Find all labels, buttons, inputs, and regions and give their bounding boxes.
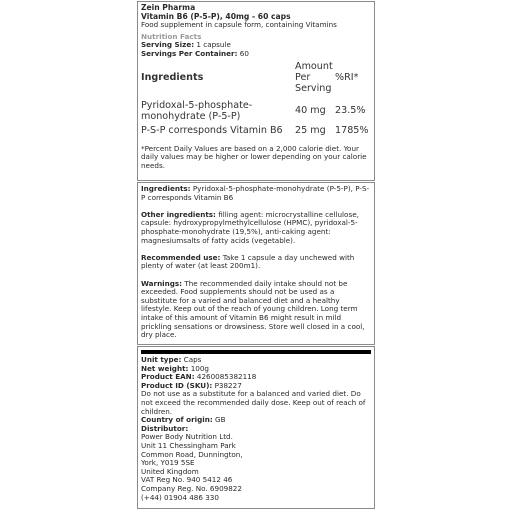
warnings-label: Warnings: xyxy=(141,278,183,288)
row-ri: 1785% xyxy=(335,124,369,136)
daily-value-footnote: *Percent Daily Values are based on a 2,000 calorie diet. Your daily values may be higher or lower depending on your calorie needs. xyxy=(141,143,367,170)
divider-bar xyxy=(141,350,371,354)
other-ingredients-text: filling agent: microcrystalline cellulose, capsule: hydroxypropylmethylcellulose (HPMC), pyridoxal-5-phosphate-monohydrate (19,5%), anti-caking agent: magnesiumsalts of fatty acids (vegetable). xyxy=(141,209,359,245)
ingredients-text: Pyridoxal-5-phosphate-monohydrate (P-5-P), P-S-P corresponds Vitamin B6 xyxy=(141,184,370,202)
nutrition-facts-title: Nutrition Facts xyxy=(141,31,202,41)
servings-per-container xyxy=(141,50,371,59)
origin-value: GB xyxy=(215,415,226,425)
row-name: Pyridoxal-5-phosphate-monohydrate (P-5-P) xyxy=(141,99,253,122)
product-description: Food supplement in capsule form, containing Vitamins xyxy=(141,20,337,30)
nutrition-facts-panel xyxy=(137,1,375,181)
row-name: P-S-P corresponds Vitamin B6 xyxy=(141,124,283,136)
address-line: Unit 11 Chessingham Park xyxy=(141,440,236,450)
ingredients-paragraph xyxy=(141,185,371,202)
row-amount: 40 mg xyxy=(295,105,326,117)
address-line: VAT Reg No. 940 5412 46 xyxy=(141,475,233,485)
warnings-paragraph xyxy=(141,280,371,340)
other-ingredients-paragraph xyxy=(141,211,371,245)
serving-size-label: Serving Size: xyxy=(141,40,195,50)
address-line: Power Body Nutrition Ltd. xyxy=(141,432,233,442)
product-info-panel xyxy=(137,346,375,509)
address-line: (+44) 01904 486 330 xyxy=(141,492,219,502)
servings-label: Servings Per Container: xyxy=(141,48,238,58)
table-header xyxy=(141,61,371,94)
row-ri: 23.5% xyxy=(335,105,366,117)
product-ean-label: Product EAN: xyxy=(141,372,195,382)
origin-label: Country of origin: xyxy=(141,415,213,425)
recommended-use-text: Take 1 capsule a day unchewed with plenty of water (at least 200m1). xyxy=(141,252,355,271)
brand-name: Zein Pharma xyxy=(141,3,196,12)
warnings-text: The recommended daily intake should not be exceeded. Food supplements should not be used as a substitute for a varied and balanced diet and a healthy lifestyle. Keep out of the reach of young children. Long term intake of this amount of Vitamin B6 might result in mild prickling sensations or drowsiness. Store well closed in a cool, dry place. xyxy=(141,278,365,340)
col-ri-header: %RI* xyxy=(335,71,359,83)
product-ean-value: 4260085382118 xyxy=(196,372,257,382)
table-title: Ingredients xyxy=(141,71,204,83)
product-sku-value: P38227 xyxy=(214,380,242,390)
unit-type-label: Unit type: xyxy=(141,355,182,364)
unit-type-value: Caps xyxy=(183,355,202,364)
address-line: Common Road, Dunnington, xyxy=(141,449,243,459)
product-sku-label: Product ID (SKU): xyxy=(141,380,213,390)
usage-advice: Do not use as a substitute for a balanced and varied diet. Do not exceed the recommended daily dose. Keep out of reach of children. xyxy=(141,389,366,416)
col-amount-header: Amount Per Serving xyxy=(295,60,333,94)
table-row xyxy=(141,100,371,122)
distributor-address xyxy=(141,433,371,502)
address-line: York, Y019 5SE xyxy=(141,458,195,468)
recommended-use-label: Recommended use: xyxy=(141,252,221,262)
net-weight-value: 100g xyxy=(190,363,209,373)
row-amount: 25 mg xyxy=(295,124,326,136)
ingredients-table xyxy=(141,61,371,136)
ingredients-label: Ingredients: xyxy=(141,184,191,193)
product-name: Vitamin B6 (P-5-P), 40mg - 60 caps xyxy=(141,11,291,21)
servings-value: 60 xyxy=(239,48,249,58)
other-ingredients-label: Other ingredients: xyxy=(141,209,216,219)
recommended-use-paragraph xyxy=(141,254,371,271)
distributor-label: Distributor: xyxy=(141,423,189,433)
serving-size-value: 1 capsule xyxy=(196,40,231,50)
net-weight-label: Net weight: xyxy=(141,363,189,373)
table-row xyxy=(141,125,371,136)
address-line: Company Reg. No. 6909822 xyxy=(141,483,242,493)
ingredient-details-panel xyxy=(137,182,375,345)
address-line: United Kingdom xyxy=(141,466,199,476)
